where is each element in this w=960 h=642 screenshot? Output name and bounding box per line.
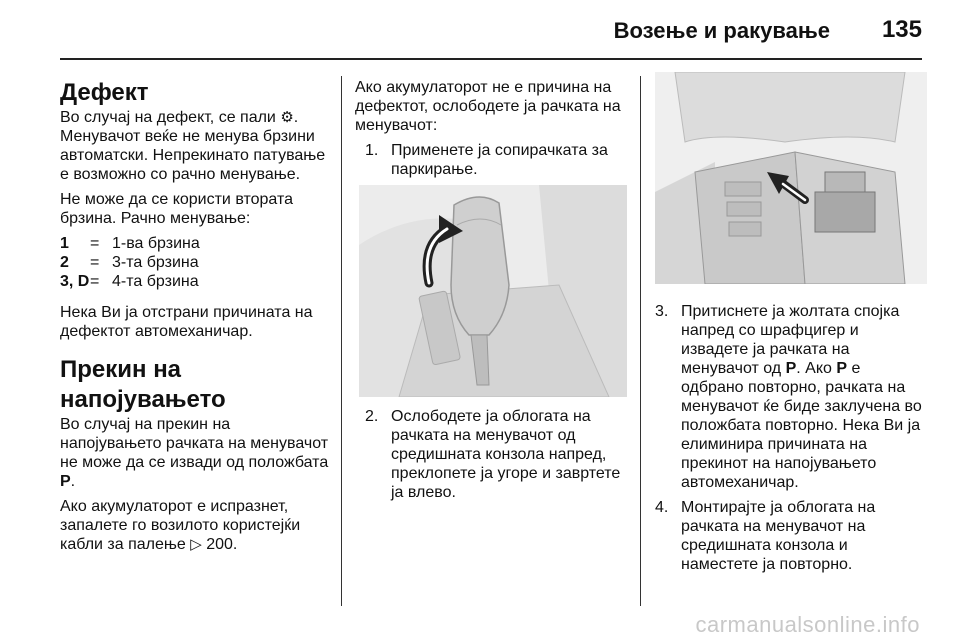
fault-text-b: . Менувачот веќе не менува брзини автоматски. Непрекинато патување е возможно со рачно менување. <box>60 109 326 183</box>
header-rule <box>60 58 922 60</box>
page-header <box>0 0 960 58</box>
heading-fault: Дефект <box>60 79 149 106</box>
column-right <box>655 78 925 580</box>
gear-key: 2 <box>60 254 69 271</box>
column-left <box>60 78 332 560</box>
gear-table <box>60 234 332 291</box>
park-position-label: P <box>60 473 71 490</box>
gearbox-warning-icon: ⚙︎ <box>280 109 294 126</box>
battery-text-a: Ако акумулаторот е испразнет, запалете го возилото користејќи кабли за палење <box>60 498 301 553</box>
mechanic-paragraph: Нека Ви ја отстрани причината на дефектот автомеханичар. <box>60 304 313 340</box>
step-3 <box>655 302 925 492</box>
column-divider-right <box>640 76 641 606</box>
step-number: 1. <box>365 142 379 159</box>
step3-text-c: . Ако <box>796 360 837 377</box>
gear-value: 3-та брзина <box>112 254 199 271</box>
release-intro: Ако акумулаторот не е причина на дефектот, ослободете ја рачката на менувачот: <box>355 79 621 134</box>
release-clip-illustration <box>655 72 927 284</box>
step-2 <box>355 407 627 502</box>
fault-paragraph <box>60 108 332 184</box>
step-number: 3. <box>655 303 669 320</box>
step-number: 2. <box>365 408 379 425</box>
power-text-a: Во случај на прекин на напојувањето рачката на менувачот не може да се извади од положбата <box>60 416 329 471</box>
step-text: Ослободете ја облогата на рачката на менувачот од средишната конзола напред, преклопете ја угоре и завртете ја влево. <box>391 408 621 501</box>
park-position-label: P <box>785 360 797 377</box>
gear-row <box>60 234 332 253</box>
second-gear-paragraph: Не може да се користи втората брзина. Рачно менување: <box>60 191 293 227</box>
column-middle <box>355 78 627 508</box>
heading-power-failure: Прекин на напојувањето <box>60 356 226 413</box>
step3-text-a: Притиснете ја жолтата спојка напред со шрафцигер и извадете ја рачката на менувачот од <box>681 303 900 377</box>
power-failure-paragraph <box>60 415 332 491</box>
watermark: carmanualsonline.info <box>695 612 920 637</box>
power-text-c: . <box>70 473 76 490</box>
park-position-label: P <box>836 360 848 377</box>
fault-text-a: Во случај на дефект, се пали <box>60 109 281 126</box>
page-number: 135 <box>881 16 922 43</box>
gear-value: 4-та брзина <box>112 273 199 290</box>
step-1 <box>355 141 627 179</box>
step3-text-e: е одбрано повторно, рачката на менувачот ќе биде заклучена во положбата повторно. Нека Ви ја елиминира причината на прекинот на напојувањето автомеханичар. <box>681 360 922 491</box>
gear-key: 3, D <box>60 273 90 290</box>
page-reference-icon: ▷ <box>190 536 202 553</box>
step-text: Монтирајте ја облогата на рачката на менувачот на средишната конзола и наместете ја повторно. <box>681 499 876 573</box>
battery-paragraph <box>60 497 332 554</box>
column-divider-left <box>341 76 342 606</box>
gear-key: 1 <box>60 235 69 252</box>
step-text <box>677 302 925 492</box>
gear-equals: = <box>90 254 100 271</box>
gear-row <box>60 272 332 291</box>
gear-lever-illustration <box>359 185 627 397</box>
gear-equals: = <box>90 235 100 252</box>
step-4 <box>655 498 925 574</box>
header-title: Возење и ракување <box>613 18 830 43</box>
gear-value: 1-ва брзина <box>112 235 200 252</box>
step-text: Применете ја сопирачката за паркирање. <box>391 142 608 178</box>
gear-row <box>60 253 332 272</box>
battery-page-ref[interactable]: 200. <box>201 536 238 553</box>
gear-equals: = <box>90 273 100 290</box>
step-number: 4. <box>655 499 669 516</box>
